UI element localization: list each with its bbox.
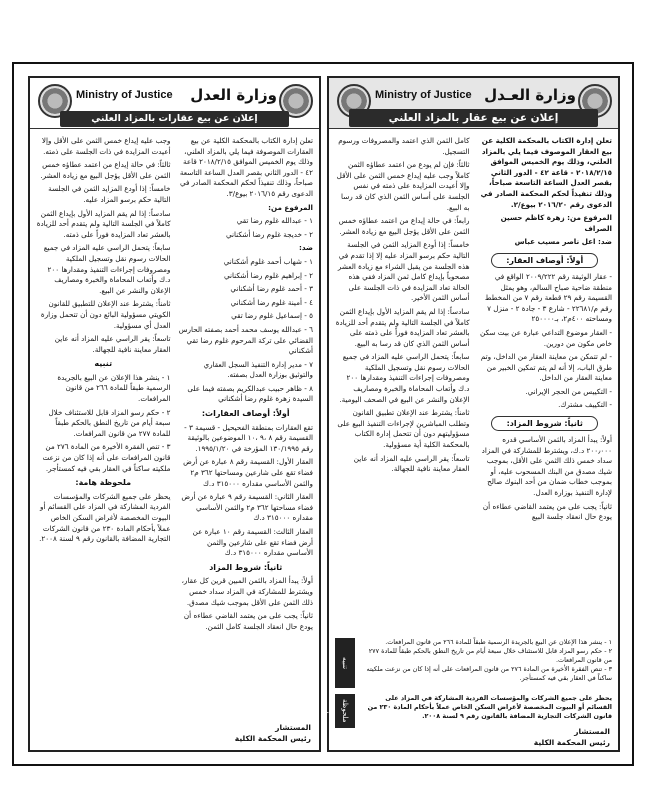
notice-title-banner: إعلان عن بيع عقار بالمزاد العلني bbox=[349, 109, 598, 127]
paragraph: ٣ - أحمد غلوم رضا أشكناني bbox=[230, 284, 313, 294]
notice-column-right bbox=[179, 136, 314, 712]
notice-column-left bbox=[335, 136, 470, 630]
paragraph: خامساً: إذا أودع المزايد الثمن في الجلسة التالية حكم برسو المزاد عليه إلا إذا تقدم في هذه الجلسة من يقبل الشراء مع زيادة العشر مصحوباً بإيداع كامل ثمن المزاد ففي هذه الحالة تعاد المزايدة في ذات الجلسة على أساس الثمن الأخير. bbox=[337, 240, 470, 303]
paragraph: المرفوع من: bbox=[268, 202, 313, 212]
auction-notice-right bbox=[321, 76, 620, 752]
paragraph: - عقار الوثيقة رقم ٢٠٠٩/٢٢٢ الواقع في منطقة ضاحية صباح السالم، وهو يمثل القسيمة رقم ٢٩ قطعة رقم ٧ من المخطط رقم م/٢٢٦٨١ - شارع ٣ - جادة ٢ - منزل ٧ ومساحته ٤٠٠م٢، بـ٢٥٠٠٠٠ bbox=[484, 271, 612, 324]
paragraph: أولاً: يبدأ المزاد بالثمن الأساسي قدره ٢٠٠٫٠٠٠ د.ك، ويشترط للمشاركة في المزاد سداد خمس ذلك الثمن على الأقل، بموجب شيك مصدق من البنك المسحوب عليه، أو بموجب خطاب ضمان من أحد البنوك صالح لإدارة التنفيذ بوزارة العدل. bbox=[481, 435, 612, 498]
signature-name: رئيس المحكمة الكلية bbox=[234, 734, 311, 743]
paragraph: ٨ - ظاهر حبيب عبدالكريم بصفته فيما على السيدة زهرة غلوم رضا أشكناني bbox=[187, 383, 313, 404]
notice-item: ١ - ينشر هذا الإعلان عن البيع بالجريدة الرسمية طبقاً للمادة ٢٦٦ من قانون المرافعات. bbox=[57, 372, 171, 404]
newspaper-page-frame bbox=[12, 62, 634, 766]
paragraph: ١ - عبدالله غلوم رضا تقي bbox=[236, 216, 313, 226]
important-note: يحظر على جميع الشركات والمؤسسات الفردية المشاركة في المزاد على القسائم أو البيوت المخصصة لأغراض السكن الخاص عملاً بأحكام المادة ٢٣٠ من قانون الشركات التجارية المضافة بالقانون رقم ٩ لسنة ٢٠٠٨. bbox=[367, 694, 612, 720]
paragraph: - التكييف مشترك. bbox=[558, 400, 612, 410]
ministry-name-english: Ministry of Justice bbox=[375, 89, 472, 101]
plaintiff-name: زهرة كاظم حسين الصراف bbox=[500, 213, 612, 233]
paragraph: تقع العقارات بمنطقة الفحيحيل - قسيمة ٣ - القسيمة رقم ٨ ،٩ ،١٠ الموضوعين بالوثيقة رقم ١٣٠/١٩٩٥ المؤرخة في ١٩٩٥/١/٢٠. bbox=[184, 422, 313, 453]
paragraph: ثانياً: يجب على من يعتمد القاضي عطاءه أن يودع حال انعقاد جلسة البيع bbox=[482, 501, 612, 522]
defendant-name: اعل ناصر مسيب عباس bbox=[514, 237, 596, 247]
notice-body bbox=[36, 136, 313, 712]
signature-block bbox=[235, 722, 311, 744]
paragraph: ثانياً: يجب على من يعتمد القاضي عطاءه أن يودع حال انعقاد الجلسة كامل الثمن. bbox=[183, 611, 313, 631]
paragraph: ثامناً: يشترط عند الإعلان تطبيق القانون وتطلب المباشرين لإجراءات التنفيذ البيع على مسؤوليتهم دون أن تتحمل إدارة الكتاب بالمحكمة الكلية أية مسؤولية. bbox=[337, 408, 470, 450]
notice-tab-label: تنبيه bbox=[335, 638, 355, 688]
paragraph: سابعاً: يتحمل الراسي عليه المزاد في جميع الحالات رسوم نقل وتسجيل الملكية ومصروفات إجراءات التنفيذ ومقدارها ٢٠٠ د.ك وأتعاب المحاماة والخبرة ومصاريف الإعلان والنشر عن البيع في الصحف اليومية. bbox=[339, 352, 470, 404]
paragraph: العقار الثاني: القسيمة رقم ٩ عبارة عن أرض فضاء مساحتها ٣٦٢ م٢ والثمن الأساسي مقداره ٣١٥٠٠٠ د.ك bbox=[181, 492, 313, 523]
paragraph: سادساً: إذا لم يقم المزايد الأول بإيداع الثمن كاملاً في الجلسة التالية ولم يتقدم أحد للزيادة بالعشر تعاد المزايدة فوراً على ذمته. bbox=[36, 208, 171, 239]
paragraph: خامساً: إذا أودع المزايد الثمن في الجلسة التالية حكم برسو المزاد عليه. bbox=[48, 184, 171, 204]
defendant-label: ضد: bbox=[598, 237, 612, 247]
notice-item: ٢ - حكم رسو المزاد قابل للاستئناف خلال سبعة أيام من تاريخ النطق بالحكم طبقاً للمادة ٢٧٧ من قانون المرافعات. bbox=[368, 647, 612, 664]
paragraph: - لم تتمكن من معاينة العقار من الداخل، وتم طرق الباب، إلا أنه لم يتم تمكين الخبير من معاينة العقار من الداخل. bbox=[480, 352, 612, 383]
notice-header bbox=[30, 78, 319, 129]
notice-item: ٢ - حكم رسو المزاد قابل للاستئناف خلال سبعة أيام من تاريخ النطق بالحكم طبقاً للمادة ٢٧٧ من قانون المرافعات. bbox=[48, 407, 171, 438]
section-heading: تنبيه bbox=[94, 359, 113, 369]
paragraph: - التكييس من الحجر الإيراني. bbox=[525, 386, 612, 396]
notice-item: ١ - ينشر هذا الإعلان عن البيع بالجريدة الرسمية طبقاً للمادة ٢٦٦ من قانون المرافعات. bbox=[385, 638, 612, 646]
auction-notice-left bbox=[28, 76, 321, 752]
section-heading: أولاً: أوصاف العقار: bbox=[491, 253, 598, 268]
paragraph: ثالثاً: في حالة إيداع من اعتمد عطاؤه خمس الثمن على الأقل يؤجل البيع مع زيادة العشر. bbox=[40, 160, 171, 180]
paragraph: ١ - شهاب أحمد غلوم أشكناني bbox=[223, 256, 313, 266]
ministry-name-arabic: وزارة العدل bbox=[190, 86, 277, 104]
paragraph: العقار الأول: القسيمة رقم ٨ عبارة عن أرض فضاء تقع على شارعين ومساحتها ٣٦٢ م٢ والثمن الأساسي مقداره ٣١٥٠٠٠ د.ك bbox=[183, 457, 313, 488]
important-note: يحظر على جميع الشركات والمؤسسات الفردية المشاركة في المزاد على القسائم أو البيوت المخصصة لأغراض السكن الخاص عملاً بأحكام المادة ٢٣٠ من قانون الشركات التجارية المضافة بالقانون رقم ٩ لسنة ٢٠٠٨. bbox=[39, 491, 171, 544]
paragraph: ٥ - إسماعيل غلوم رضا تقي bbox=[231, 311, 313, 321]
section-heading: ثانياً: شروط المزاد bbox=[209, 562, 283, 572]
paragraph: ٢ - إبراهيم غلوم رضا أشكناني bbox=[224, 270, 313, 280]
paragraph: رابعاً: في حالة إيداع من اعتمد عطاؤه خمس الثمن على الأقل يؤجل البيع مع زيادة العشر. bbox=[338, 216, 470, 236]
signature-block bbox=[534, 726, 610, 748]
paragraph bbox=[478, 237, 613, 248]
notice-item: ٣ - تنص الفقرة الأخيرة من المادة ٢٧٦ من قانون المرافعات على أنه إذا كان من نزعت ملكيته ساكناً في العقار بقي فيه كمستأجر. bbox=[42, 442, 171, 473]
signature-name: رئيس المحكمة الكلية bbox=[533, 738, 610, 747]
paragraph: ٤ - أمينة غلوم رضا أشكناني bbox=[230, 297, 313, 307]
paragraph: كامل الثمن الذي اعتمد والمصروفات ورسوم التسجيل. bbox=[338, 136, 470, 156]
paragraph: تعلن إدارة الكتاب بالمحكمة الكلية عن بيع العقارات الموصوفة فيما يلي بالمزاد العلني، وذلك يوم الخميس الموافق ٢٠١٨/٢/١٥ قاعة ٤٢ - الدور الثاني بقصر العدل الساعة التاسعة صباحاً، وذلك تنفيذاً لحكم المحكمة الصادر في الدعوى رقم ٢٠١٦/١٥ بيوع/٣. bbox=[179, 136, 313, 198]
paragraph: سادساً: إذا لم يقم المزايد الأول بإيداع الثمن كاملاً في الجلسة التالية ولم يتقدم أحد للزيادة بالعشر تعاد المزايدة فوراً على ذمته على أساس الثمن الذي كان قد رسا به البيع. bbox=[335, 306, 470, 348]
section-heading: ملحوظة هامة: bbox=[75, 478, 132, 488]
section-heading: أولاً: أوصاف العقارات: bbox=[201, 409, 290, 419]
paragraph: ثامناً: يشترط عند الإعلان للتطبيق للقانون الكويتي مسؤولية البائع دون أن تتحمل وزارة العدل أي مسؤولية. bbox=[40, 299, 171, 330]
notices-list bbox=[359, 638, 612, 690]
paragraph bbox=[478, 213, 613, 234]
plaintiff-label: المرفوع من: bbox=[567, 213, 612, 223]
paragraph: تاسعاً: يقر الراسي عليه المزاد أنه عاين العقار معاينة نافية للجهالة. bbox=[353, 453, 470, 474]
signature-title: المستشار bbox=[574, 727, 610, 736]
notice-header bbox=[329, 78, 618, 129]
notice-title-banner: إعلان عن بيع عقارات بالمزاد العلني bbox=[60, 111, 289, 127]
paragraph: ثالثاً: فإن لم يودع من اعتمد عطاؤه الثمن كاملاً وجب عليه إيداع خمس الثمن على الأقل وإلا أعيدت المزايدة على ذمته في نفس الجلسة على أساس الثمن الذي كان قد رسا به البيع. bbox=[336, 160, 470, 212]
paragraph: ٢ - خديجة غلوم رضا أشكناني bbox=[225, 229, 313, 239]
paragraph: تعلن إدارة الكتاب بالمحكمة الكلية عن بيع العقار الموصوف فيما يلي بالمزاد العلني، وذلك يوم الخميس الموافق ٢٠١٨/٢/١٥ - قاعة ٤٢ - الدور الثاني بقصر العدل الساعة التاسعة صباحاً، وذلك تنفيذاً لحكم المحكمة الصادر في الدعوى رقم ٢٠١٦/٢٠ بيوع/٢. bbox=[480, 136, 612, 209]
paragraph: أولاً: يبدأ المزاد بالثمن المبين قرين كل عقار، ويشترط للمشاركة في المزاد سداد خمس ذلك الثمن على الأقل بموجب شيك مصدق. bbox=[181, 576, 313, 607]
important-tab-label: ملحوظة هامة bbox=[335, 694, 355, 728]
paragraph: تاسعاً: يقر الراسي عليه المزاد أنه عاين العقار معاينة نافية للجهالة. bbox=[54, 334, 171, 354]
notice-column-right bbox=[478, 136, 613, 630]
section-heading: ثانياً: شروط المزاد: bbox=[491, 416, 598, 431]
paragraph: سابعاً: يتحمل الراسي عليه المزاد في جميع الحالات رسوم نقل وتسجيل الملكية ومصروفات إجراءات التنفيذ ومقدارها ٢٠٠ د.ك وأتعاب المحاماة والخبرة ومصاريف الإعلان والنشر عن البيع. bbox=[43, 243, 171, 295]
ministry-name-english: Ministry of Justice bbox=[76, 89, 173, 101]
paragraph: - العقار موضوع التداعي عبارة عن بيت سكن خاص مكون من دورين. bbox=[480, 327, 612, 348]
notice-item: ٣ - تنص الفقرة الأخيرة من المادة ٢٧٦ من قانون المرافعات على أنه إذا كان من نزعت ملكيته ساكناً في العقار بقي فيه كمستأجر. bbox=[366, 665, 612, 682]
signature-title: المستشار bbox=[275, 723, 311, 732]
paragraph: وجب عليه إيداع خمس الثمن على الأقل وإلا أعيدت المزايدة في ذات الجلسة على ذمته. bbox=[41, 136, 171, 156]
ministry-name-arabic: وزارة العـدل bbox=[484, 86, 576, 104]
paragraph: العقار الثالث: القسيمة رقم ١٠ عبارة عن أرض فضاء تقع على شارعين والثمن الأساسي مقداره ٣١٥٠٠٠ د.ك bbox=[192, 527, 313, 558]
notice-body bbox=[335, 136, 612, 630]
paragraph: ٧ - مدير إدارة التنفيذ السجل العقاري والتوثيق بوزارة العدل بصفته. bbox=[203, 359, 313, 380]
paragraph: ٦ - عبدالله يوسف محمد أحمد بصفته الحارس القضائي على تركة المرحوم غلوم رضا تقي أشكناني bbox=[178, 324, 313, 356]
paragraph: ضد: bbox=[299, 243, 313, 253]
notice-column-left bbox=[36, 136, 171, 712]
